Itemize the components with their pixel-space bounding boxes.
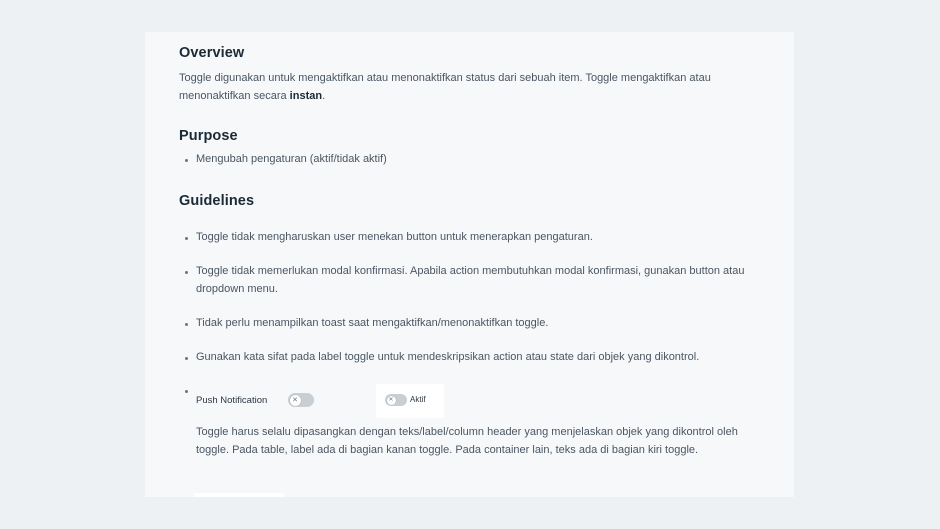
overview-heading: Overview <box>179 45 245 61</box>
guideline-item: Tidak perlu menampilkan toast saat mengaktifkan/menonaktifkan toggle. <box>185 315 766 333</box>
guideline-item: Toggle tidak mengharuskan user menekan button untuk menerapkan pengaturan. <box>185 229 766 247</box>
purpose-item: Mengubah pengaturan (aktif/tidak aktif) <box>185 151 766 169</box>
guidelines-heading: Guidelines <box>179 193 255 209</box>
x-icon: ✕ <box>388 396 394 403</box>
toggle-example <box>196 386 496 416</box>
x-icon: ✕ <box>290 395 301 406</box>
overview-text-end: . <box>322 90 326 102</box>
content-panel <box>145 32 794 497</box>
guideline-item: Gunakan kata sifat pada label toggle untuk mendeskripsikan action atau state dari objek yang dikontrol. <box>185 349 766 367</box>
purpose-heading: Purpose <box>179 128 238 144</box>
aktif-toggle[interactable] <box>385 394 407 406</box>
overview-text-bold: instan <box>289 90 323 102</box>
aktif-label: Aktif <box>410 395 426 404</box>
bullet-dot <box>185 390 188 393</box>
overview-text-start: Toggle digunakan untuk mengaktifkan atau menonaktifkan status dari sebuah item. Toggle mengaktifkan atau menonaktifkan secara <box>179 72 711 102</box>
next-example-card <box>194 493 284 497</box>
push-notification-toggle[interactable] <box>288 393 314 407</box>
table-toggle-example-card <box>376 384 444 418</box>
toggle-label-description: Toggle harus selalu dipasangkan dengan teks/label/column header yang menjelaskan objek yang dikontrol oleh toggle. Pada table, label ada di bagian kanan toggle. Pada container lain, teks ada di bagian kiri toggle. <box>196 426 738 456</box>
guideline-item: Toggle tidak memerlukan modal konfirmasi. Apabila action membutuhkan modal konfirmasi, gunakan button atau dropdown menu. <box>185 263 766 298</box>
overview-text <box>179 69 759 105</box>
push-notification-label: Push Notification <box>196 395 268 406</box>
